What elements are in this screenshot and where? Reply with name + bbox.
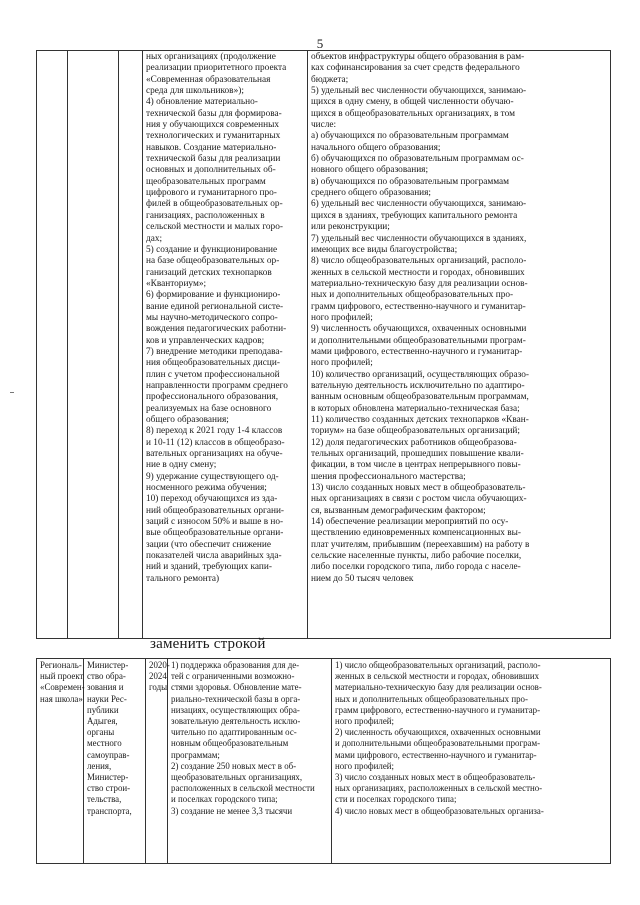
replace-with-row-label: заменить строкой bbox=[150, 636, 266, 652]
replacement-row-table bbox=[36, 658, 611, 864]
text-line: 6) удельный вес численности обучающихся, занимаю- bbox=[311, 199, 527, 210]
text-line: ганизациях, расположенных в bbox=[146, 210, 265, 221]
text-line: Адыгея, bbox=[87, 716, 118, 727]
text-line: ного профилей; bbox=[311, 358, 373, 369]
text-line: либо поселки городского типа, либо города с населе- bbox=[311, 562, 521, 573]
text-line: чительно по адаптированным ос- bbox=[171, 727, 297, 738]
text-line: основных и дополнительных об- bbox=[146, 165, 276, 176]
text-line: 2020- bbox=[149, 660, 170, 670]
text-line: среда для школьников»); bbox=[146, 86, 244, 97]
responsible-cell bbox=[84, 659, 146, 864]
text-line: и поселках городского типа; bbox=[171, 794, 278, 805]
text-line: филей в общеобразовательных ор- bbox=[146, 199, 283, 210]
text-line: 4) число новых мест в общеобразовательных организа- bbox=[335, 805, 544, 816]
text-line: ков и управленческих кадров; bbox=[146, 335, 265, 346]
text-line: начального общего образования; bbox=[311, 142, 441, 153]
text-line: местного bbox=[87, 738, 122, 749]
text-line: 4) обновление материально- bbox=[146, 97, 258, 108]
text-line: объектов инфраструктуры общего образования в рам- bbox=[311, 52, 525, 62]
text-line: материально-техническую базу для реализации основ- bbox=[311, 278, 528, 289]
text-line: и 10-11 (12) классов в общеобразо- bbox=[146, 437, 285, 448]
text-line: транспорта, bbox=[87, 805, 132, 816]
text-line: технической базы для реализации bbox=[146, 154, 281, 165]
measures-lines-new bbox=[171, 660, 328, 817]
text-line: фикации, в том числе в центрах непрерывного повы- bbox=[311, 460, 521, 471]
text-line: ство строи- bbox=[87, 783, 131, 794]
text-line: 3) создание не менее 3,3 тысячи bbox=[171, 805, 293, 816]
text-line: науки Рес- bbox=[87, 693, 127, 704]
text-line: 5) создание и функционирование bbox=[146, 244, 278, 255]
text-line: 13) число созданных новых мест в общеобразователь- bbox=[311, 483, 526, 494]
text-line: сельские населенные пункты, либо рабочие поселки, bbox=[311, 551, 522, 562]
indicators-cell bbox=[308, 51, 611, 639]
text-line: материально-техническую базу для реализации основ- bbox=[335, 682, 542, 693]
period-lines bbox=[149, 660, 170, 694]
text-line: а) обучающихся по образовательным программам bbox=[311, 131, 509, 142]
text-line: 2024 bbox=[149, 671, 167, 682]
measures-cell bbox=[143, 51, 308, 639]
text-line: «Современ- bbox=[40, 682, 85, 693]
text-line: 11) количество созданных детских технопарков «Кван- bbox=[311, 415, 529, 425]
text-line: грамм цифрового, естественно-научного и гуманитар- bbox=[335, 704, 541, 715]
text-line: ных организациях, расположенных в сельской местно- bbox=[335, 783, 543, 794]
text-line: публики bbox=[87, 704, 119, 715]
text-line: 3) число созданных новых мест в общеобразователь- bbox=[335, 772, 536, 783]
project-name-cell bbox=[37, 659, 84, 864]
text-line: сельской местности и малых горо- bbox=[146, 222, 283, 233]
text-line: самоуправ- bbox=[87, 749, 130, 760]
text-line: вание единой региональной систе- bbox=[146, 301, 284, 312]
text-line: тей с ограниченными возможно- bbox=[171, 671, 295, 682]
text-line: и дополнительными общеобразовательными програм- bbox=[311, 335, 526, 346]
text-line: ления, bbox=[87, 760, 112, 771]
text-line: мы научно-методического сопро- bbox=[146, 312, 278, 323]
text-line: плин с учетом профессиональной bbox=[146, 369, 280, 380]
text-line: ный проект bbox=[40, 671, 84, 682]
text-line: 8) число общеобразовательных организаций, располо- bbox=[311, 256, 527, 267]
text-line: 10) количество организаций, осуществляющих образо- bbox=[311, 369, 529, 380]
text-line: 5) удельный вес численности обучающихся, занимаю- bbox=[311, 86, 527, 97]
responsible-lines bbox=[87, 660, 142, 817]
text-line: вательных организациях на обуче- bbox=[146, 449, 283, 460]
text-line: 7) удельный вес численности обучающихся в зданиях, bbox=[311, 233, 527, 244]
text-line: ний общеобразовательных органи- bbox=[146, 505, 285, 516]
project-name-lines bbox=[40, 660, 85, 705]
text-line: новным общеобразовательным bbox=[171, 738, 289, 749]
text-line: ториум» на базе общеобразовательных организаций; bbox=[311, 426, 520, 437]
text-line: ного профилей; bbox=[335, 716, 394, 727]
text-line: реализации приоритетного проекта bbox=[146, 63, 287, 74]
text-line: или реконструкции; bbox=[311, 222, 390, 233]
text-line: ного профилей; bbox=[311, 312, 373, 323]
text-line: в которых обновлена материально-техническая база; bbox=[311, 403, 520, 414]
period-cell bbox=[146, 659, 168, 864]
text-line: ние в одну смену; bbox=[146, 460, 217, 471]
empty-cell-period bbox=[119, 51, 143, 639]
text-line: 2) численность обучающихся, охваченных основными bbox=[335, 727, 541, 738]
indicators-lines-new bbox=[335, 660, 607, 817]
text-line: щеобразовательных программ bbox=[146, 176, 266, 187]
text-line: ганизаций детских технопарков bbox=[146, 267, 272, 278]
measures-cell-new bbox=[168, 659, 332, 864]
text-line: плат учителям, прибывшим (переехавшим) на работу в bbox=[311, 539, 530, 550]
text-line: и дополнительными общеобразовательными програм- bbox=[335, 738, 541, 749]
text-line: расположенных в сельской местности bbox=[171, 783, 315, 794]
text-line: ных и дополнительных общеобразовательных про- bbox=[311, 290, 514, 301]
text-line: заций с износом 50% и выше в но- bbox=[146, 517, 284, 528]
text-line: в) обучающихся по образовательным программам bbox=[311, 176, 510, 187]
text-line: «Современная образовательная bbox=[146, 74, 271, 85]
text-line: ных организациях (продолжение bbox=[146, 52, 276, 62]
text-line: вые общеобразовательные органи- bbox=[146, 528, 284, 539]
text-line: ных организациях в связи с ростом числа обучающих- bbox=[311, 494, 527, 505]
text-line: программам; bbox=[171, 749, 220, 760]
measures-lines bbox=[146, 52, 304, 585]
text-line: носменного режима обучения; bbox=[146, 483, 267, 494]
text-line: мами цифрового, естественно-научного и гуманитар- bbox=[311, 346, 523, 357]
text-line: направленности программ среднего bbox=[146, 380, 288, 391]
text-line: риально-технической базы в орга- bbox=[171, 693, 301, 704]
text-line: Региональ- bbox=[40, 660, 82, 670]
margin-mark bbox=[10, 392, 14, 393]
text-line: ществлению единовременных компенсационных вы- bbox=[311, 528, 521, 539]
empty-cell-project bbox=[37, 51, 68, 639]
text-line: ний и зданий, требующих капи- bbox=[146, 562, 272, 573]
text-line: 9) численность обучающихся, охваченных основными bbox=[311, 324, 527, 335]
text-line: ния общеобразовательных дисци- bbox=[146, 358, 280, 369]
text-line: сти и поселках городского типа; bbox=[335, 794, 457, 805]
text-line: щихся в общеобразовательных организациях, в том bbox=[311, 108, 515, 119]
text-line: ках софинансирования за счет средств федерального bbox=[311, 63, 520, 74]
text-line: числе: bbox=[311, 120, 337, 131]
text-line: «Кванториум»; bbox=[146, 278, 207, 289]
text-line: зации (что обеспечит снижение bbox=[146, 539, 271, 550]
text-line: на базе общеобразовательных ор- bbox=[146, 256, 280, 267]
text-line: 7) внедрение методики преподава- bbox=[146, 346, 283, 357]
text-line: имеющих все виды благоустройства; bbox=[311, 244, 458, 255]
text-line: 2) создание 250 новых мест в об- bbox=[171, 760, 297, 771]
text-line: тельных организаций, прошедших повышение квали- bbox=[311, 449, 524, 460]
text-line: 9) удержание существующего од- bbox=[146, 471, 279, 482]
text-line: ного профилей; bbox=[335, 760, 394, 771]
text-line: грамм цифрового, естественно-научного и гуманитар- bbox=[311, 301, 526, 312]
text-line: среднего общего образования; bbox=[311, 188, 432, 199]
text-line: щихся в зданиях, требующих капитального ремонта bbox=[311, 210, 518, 221]
indicators-cell-new bbox=[332, 659, 611, 864]
text-line: профессионального образования, bbox=[146, 392, 279, 403]
text-line: щеобразовательных организациях, bbox=[171, 772, 303, 783]
text-line: вательную деятельность исключительно по адаптиро- bbox=[311, 380, 525, 391]
text-line: тельства, bbox=[87, 794, 122, 805]
text-line: 8) переход к 2021 году 1-4 классов bbox=[146, 426, 283, 437]
text-line: б) обучающихся по образовательным программам ос- bbox=[311, 154, 524, 165]
text-line: щихся в одну смену, в общей численности обучаю- bbox=[311, 97, 514, 108]
text-line: новного общего образования; bbox=[311, 165, 429, 176]
text-line: женных в сельской местности и городах, обновивших bbox=[311, 267, 525, 278]
text-line: мами цифрового, естественно-научного и гуманитар- bbox=[335, 749, 537, 760]
text-line: стями здоровья. Обновление мате- bbox=[171, 682, 302, 693]
page-number: 5 bbox=[316, 36, 324, 51]
text-line: вождения педагогических работни- bbox=[146, 324, 287, 335]
text-line: 1) поддержка образования для де- bbox=[171, 660, 300, 670]
indicators-table-continued bbox=[36, 50, 611, 639]
empty-cell-responsible bbox=[68, 51, 119, 639]
text-line: реализуемых на базе основного bbox=[146, 403, 272, 414]
text-line: показателей числа аварийных зда- bbox=[146, 551, 282, 562]
text-line: тального ремонта) bbox=[146, 573, 220, 584]
text-line: общего образования; bbox=[146, 415, 229, 425]
text-line: Министер- bbox=[87, 660, 129, 670]
text-line: 6) формирование и функциониро- bbox=[146, 290, 281, 301]
text-line: ная школа» bbox=[40, 693, 83, 704]
text-line: технической базы для формирова- bbox=[146, 108, 282, 119]
text-line: технологических и гуманитарных bbox=[146, 131, 281, 142]
text-line: ство обра- bbox=[87, 671, 126, 682]
text-line: 10) переход обучающихся из зда- bbox=[146, 494, 278, 505]
text-line: навыков. Создание материально- bbox=[146, 142, 277, 153]
text-line: дах; bbox=[146, 233, 163, 244]
text-line: низациях, осуществляющих обра- bbox=[171, 704, 300, 715]
text-line: 14) обеспечение реализации мероприятий по осу- bbox=[311, 517, 509, 528]
text-line: ванным основным общеобразовательным программам, bbox=[311, 392, 529, 403]
text-line: шения профессионального мастерства; bbox=[311, 471, 466, 482]
text-line: бюджета; bbox=[311, 74, 349, 85]
text-line: Министер- bbox=[87, 772, 129, 783]
text-line: 12) доля педагогических работников общеобразова- bbox=[311, 437, 517, 448]
text-line: ся, вызванным демографическим фактором; bbox=[311, 505, 486, 516]
text-line: нием до 50 тысяч человек bbox=[311, 573, 414, 584]
text-line: зовательную деятельность исклю- bbox=[171, 716, 301, 727]
text-line: ния у обучающихся современных bbox=[146, 120, 279, 131]
indicators-lines bbox=[311, 52, 607, 585]
text-line: 1) число общеобразовательных организаций, располо- bbox=[335, 660, 541, 670]
text-line: годы bbox=[149, 682, 168, 693]
text-line: цифрового и гуманитарного про- bbox=[146, 188, 277, 199]
text-line: органы bbox=[87, 727, 115, 738]
text-line: женных в сельской местности и городах, обновивших bbox=[335, 671, 540, 682]
text-line: зования и bbox=[87, 682, 124, 693]
text-line: ных и дополнительных общеобразовательных про- bbox=[335, 693, 528, 704]
